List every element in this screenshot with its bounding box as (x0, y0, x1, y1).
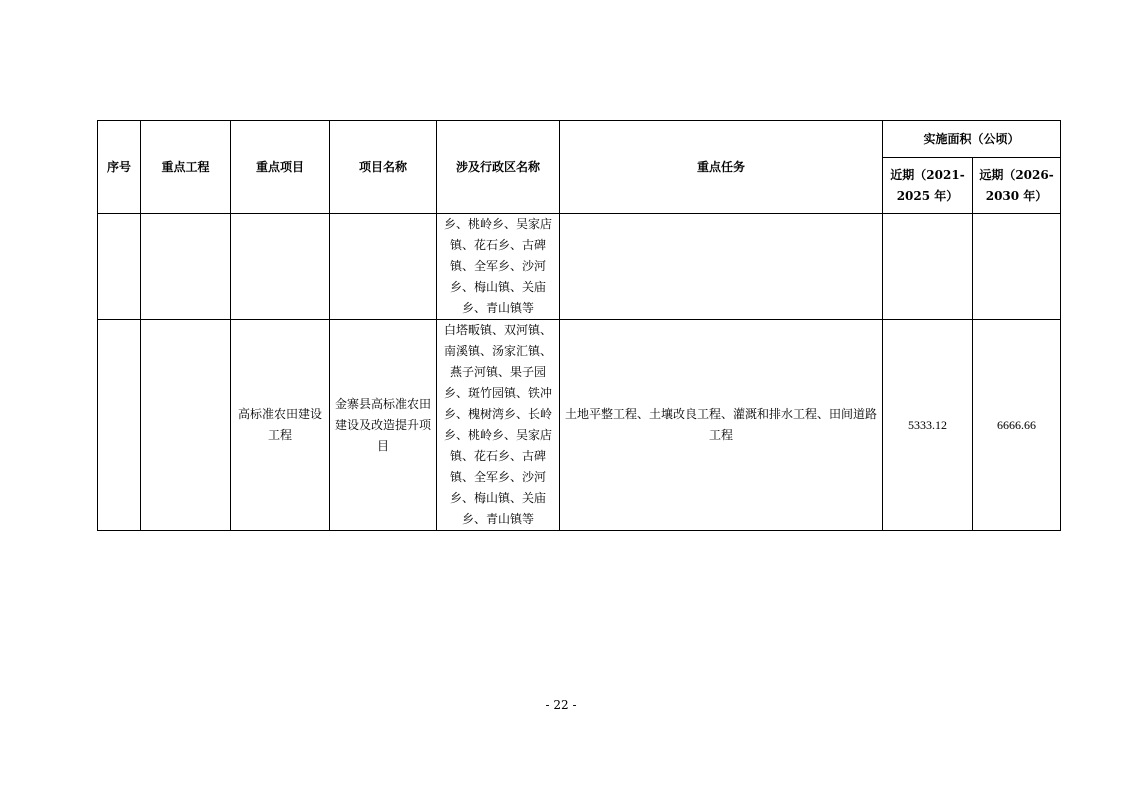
row1-far-term (973, 214, 1061, 320)
table-row (98, 214, 1061, 320)
project-table (97, 120, 1061, 531)
header-project-name: 项目名称 (330, 121, 437, 214)
header-key-project-type: 重点工程 (141, 121, 231, 214)
header-seq: 序号 (98, 121, 141, 214)
row1-project-name (330, 214, 437, 320)
page-number: - 22 - (545, 698, 577, 712)
row1-key-item (231, 214, 330, 320)
row2-key-task: 土地平整工程、土壤改良工程、灌溉和排水工程、田间道路工程 (560, 320, 883, 531)
row2-near-term: 5333.12 (883, 320, 973, 531)
row2-key-project-type (141, 320, 231, 531)
row1-admin-regions: 乡、桃岭乡、吴家店镇、花石乡、古碑镇、全军乡、沙河乡、梅山镇、关庙乡、青山镇等 (437, 214, 560, 320)
header-key-item: 重点项目 (231, 121, 330, 214)
row1-key-project-type (141, 214, 231, 320)
row1-seq (98, 214, 141, 320)
row2-far-term: 6666.66 (973, 320, 1061, 531)
header-area-group: 实施面积（公顷） (883, 121, 1061, 158)
row2-key-item: 高标准农田建设工程 (231, 320, 330, 531)
table-row (98, 320, 1061, 531)
header-near-term: 近期（2021-2025 年） (883, 158, 973, 214)
header-far-term: 远期（2026-2030 年） (973, 158, 1061, 214)
header-admin-regions: 涉及行政区名称 (437, 121, 560, 214)
row2-admin-regions: 白塔畈镇、双河镇、南溪镇、汤家汇镇、燕子河镇、果子园乡、斑竹园镇、铁冲乡、槐树湾乡、长岭乡、桃岭乡、吴家店镇、花石乡、古碑镇、全军乡、沙河乡、梅山镇、关庙乡、青山镇等 (437, 320, 560, 531)
header-key-task: 重点任务 (560, 121, 883, 214)
row2-project-name: 金寨县高标准农田建设及改造提升项目 (330, 320, 437, 531)
row1-key-task (560, 214, 883, 320)
row2-seq (98, 320, 141, 531)
row1-near-term (883, 214, 973, 320)
